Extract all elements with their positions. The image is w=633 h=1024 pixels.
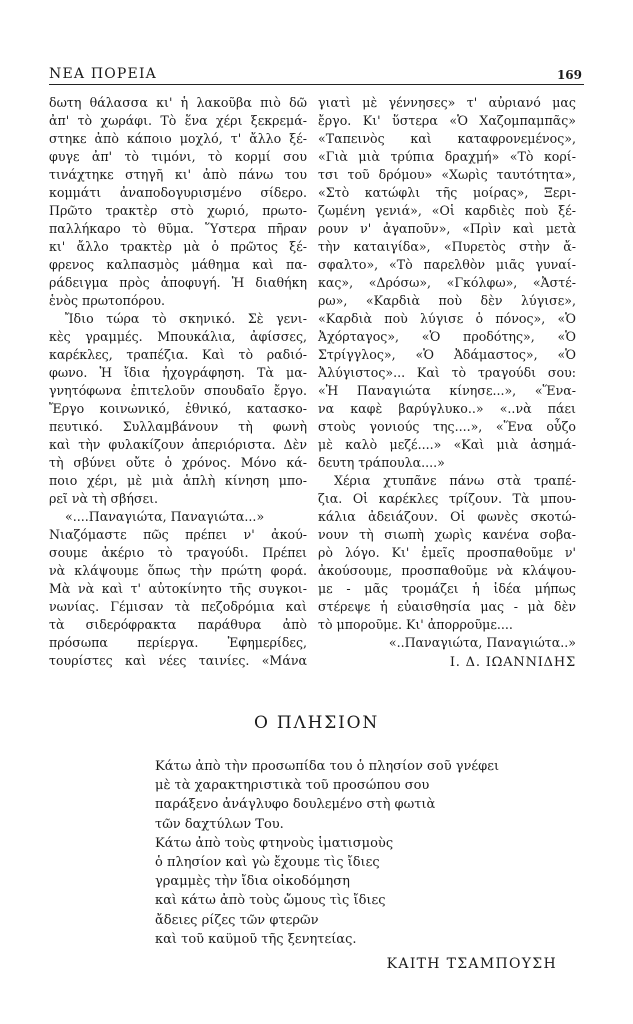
article-line: ἑνὸς πρωτοπόρου. (49, 293, 166, 308)
article-line: ἀπ' τὸ χωράφι. Τὸ ἕνα χέρι ξεκρεμά- (49, 113, 307, 128)
article-line: τσι τοῦ δρόμου» «Χωρὶς ταυτότητα», (318, 167, 576, 182)
article-line: στέρεψε ἡ εὐαισθησία μας - μὰ δὲν (318, 599, 576, 614)
article-line: «..Παναγιώτα, Παναγιώτα..» (388, 635, 576, 650)
article-line: Χέρια χτυπᾶνε πάνω στὰ τραπέ- (334, 473, 576, 488)
article-line: Ἀχόρταγος», «Ὁ προδότης», «Ὁ (318, 329, 576, 344)
article-line: νουν τὴ σιωπὴ χωρὶς κανένα σοβα- (318, 527, 576, 542)
article-line: γιατὶ μὲ γέννησες» τ' αὐριανό μας (318, 95, 576, 110)
article-line: Νιαζόμαστε πῶς πρέπει ν' ἀκού- (49, 527, 307, 542)
page-header (49, 58, 582, 82)
article-line: φωνο. Ἡ ἴδια ἠχογράφηση. Τὰ μα- (49, 365, 307, 380)
article-line: τὴν καταιγίδα», «Πυρετὸς στὴν ἄ- (318, 239, 576, 254)
article-line: ρεῖ νὰ τὴ σβήσει. (49, 491, 159, 506)
article-line: «Γιὰ μιὰ τρύπια δραχμή» «Τὸ κορί- (318, 149, 576, 164)
page-number: 169 (556, 68, 582, 82)
article-line: ράδειγμα πρὸς ἀποφυγή. Ἡ διαθήκη (49, 275, 307, 290)
poem-title: Ο ΠΛΗΣΙΟΝ (253, 713, 379, 733)
article-line: σφαλτο», «Τὸ παρελθὸν μιᾶς γυναί- (318, 257, 576, 272)
poem-line: γραμμὲς τὴν ἴδια οἰκοδόμηση (155, 874, 350, 890)
article-line: μὲ καλὸ μεζέ....» «Καὶ μιὰ ἀσημά- (318, 437, 576, 452)
article-line: να καφὲ βαρύγλυκο..» «..νὰ πάει (318, 401, 576, 416)
poem-line: ὁ πλησίον καὶ γὼ ἔχουμε τὶς ἴδιες (155, 855, 380, 871)
poem-line: τῶν δαχτύλων Του. (155, 816, 284, 832)
article-line: Ἀλύγιστος»... Καὶ τὸ τραγούδι σου: (318, 365, 576, 380)
article-line: ρὸ λόγο. Κι' ἐμεῖς προσπαθοῦμε ν' (318, 545, 576, 560)
article-line: στηκε ἀπὸ κάποιο μοχλό, τ' ἄλλο ξέ- (49, 131, 307, 146)
article-line: τουρίστες καὶ νέες ταινίες. «Μάνα (49, 653, 307, 668)
article-line: τὸ μποροῦμε. Κι' ἀπορροῦμε.... (318, 617, 513, 632)
article-line: κι' ἄλλο τρακτὲρ μὰ ὁ πρῶτος ξέ- (49, 239, 307, 254)
article-line: ἔργο. Κι' ὕστερα «Ὁ Χαζομπαμπᾶς» (318, 113, 576, 128)
article-line: τινάχτηκε στηγῆ κι' ἀπὸ πάνω του (49, 167, 307, 182)
article-line: κάλια ἀδειάζουν. Οἱ φωνὲς σκοτώ- (318, 509, 576, 524)
article-line: «Ταπεινὸς καὶ καταφρονεμένος», (318, 131, 576, 146)
article-line: «Στὸ κατώφλι τῆς μοίρας», Ξερι- (318, 185, 576, 200)
article-line: κομμάτι ἀναποδογυρισμένο σίδερο. (49, 185, 307, 200)
article-line: «Καρδιὰ ποὺ λύγισε ὁ πόνος», «Ὁ (318, 311, 576, 326)
article-line: καρέκλες, τραπέζια. Καὶ τὸ ραδιό- (49, 347, 307, 362)
article-line: φρενος καλπασμὸς μάθημα καὶ πα- (49, 257, 307, 272)
article-line: τὰ σιδερόφρακτα παράθυρα ἀπὸ (49, 617, 307, 632)
journal-title: ΝΕΑ ΠΟΡΕΙΑ (49, 66, 157, 82)
poem-line: καὶ κάτω ἀπὸ τοὺς ὤμους τὶς ἴδιες (155, 893, 386, 909)
poem-line: μὲ τὰ χαρακτηριστικὰ τοῦ προσώπου σου (155, 778, 430, 794)
header-rule (49, 84, 584, 85)
article-line: κὲς γραμμές. Μπουκάλια, ἀφίσσες, (49, 329, 307, 344)
article-line: ζια. Οἱ καρέκλες τρίζουν. Τὰ μπου- (318, 491, 576, 506)
poem-line: Κάτω ἀπὸ τοὺς φτηνοὺς ἱματισμοὺς (155, 835, 394, 851)
article-line: «Ἡ Παναγιώτα κίνησε...», «Ἕνα- (318, 383, 576, 398)
poem-line: ἄδειες ρίζες τῶν φτερῶν (155, 912, 319, 928)
poem-body (155, 757, 499, 949)
article-line: ρω», «Καρδιὰ ποὺ δὲν λύγισε», (318, 293, 576, 308)
article-right-lines (318, 94, 576, 652)
article-right-column (318, 94, 576, 672)
article-line: ἀκούσουμε, προσπαθοῦμε νὰ κλάψου- (318, 563, 576, 578)
article-line: φυγε ἀπ' τὸ τιμόνι, τὸ κορμί σου (49, 149, 307, 164)
article-line: Ἴδιο τώρα τὸ σκηνικό. Σὲ γενι- (65, 311, 307, 326)
article-line: κας», «Δρόσω», «Γκόλφω», «Ἀστέ- (318, 275, 576, 290)
article-line: δωτη θάλασσα κι' ἡ λακοῦβα πιὸ δῶ (49, 95, 307, 110)
article-line: «....Παναγιώτα, Παναγιώτα...» (65, 509, 265, 524)
article-line: καὶ τὴν φυλακίζουν ἀπεριόριστα. Δὲν (49, 437, 307, 452)
article-line: ποιο χέρι, μὲ μιὰ ἁπλὴ κίνηση μπο- (49, 473, 307, 488)
article-left-column (49, 94, 307, 670)
article-author: Ι. Δ. ΙΩΑΝΝΙΔΗΣ (449, 655, 576, 670)
poem-author: ΚΑΙΤΗ ΤΣΑΜΠΟΥΣΗ (386, 956, 557, 972)
poem-line: παράξενο ἀνάγλυφο δουλεμένο στὴ φωτιὰ (155, 797, 436, 813)
article-line: Στρίγγλος», «Ὁ Ἀδάμαστος», «Ὁ (318, 347, 576, 362)
article-line: Ἔργο κοινωνικό, ἐθνικό, κατασκο- (49, 401, 307, 416)
article-line: νωνίας. Γέμισαν τὰ πεζοδρόμια καὶ (49, 599, 307, 614)
article-line: Πρῶτο τρακτὲρ στὸ χωριό, πρωτο- (49, 203, 307, 218)
article-line: τὴ σβύνει οὔτε ὁ χρόνος. Μόνο κά- (49, 455, 307, 470)
article-line: νὰ κλάψουμε ὅπως τὴν πρώτη φορά. (49, 563, 307, 578)
poem-line: Κάτω ἀπὸ τὴν προσωπίδα του ὁ πλησίον σοῦ γνέφει (155, 759, 500, 774)
article-line: παλλήκαρο τὸ θῦμα. Ὕστερα πῆραν (49, 221, 307, 236)
poem-line: καὶ τοῦ καϋμοῦ τῆς ξενητείας. (155, 931, 357, 947)
article-line: πευτικό. Συλλαμβάνουν τὴ φωνὴ (49, 419, 307, 434)
article-line: στοὺς γονιούς της....», «Ἕνα οὖζο (318, 419, 576, 434)
article-line: σουμε ἀκέριο τὸ τραγούδι. Πρέπει (49, 545, 307, 560)
article-line: Μὰ νὰ καὶ τ' αὐτοκίνητο τῆς συγκοι- (49, 581, 307, 596)
article-line: ρουν ν' ἀγαποῦν», «Πρὶν καὶ μετὰ (318, 221, 576, 236)
article-line: γνητόφωνα ἐπιτελοῦν σπουδαῖο ἔργο. (49, 383, 307, 398)
article-line: ζωμένη γενιά», «Οἱ καρδιὲς ποὺ ξέ- (318, 203, 576, 218)
article-line: με - μᾶς τρομάζει ἡ ἰδέα μήπως (318, 581, 576, 596)
article-line: πρόσωπα περίεργα. Ἐφημερίδες, (49, 635, 307, 650)
article-line: δευτη τράπουλα....» (318, 455, 445, 470)
